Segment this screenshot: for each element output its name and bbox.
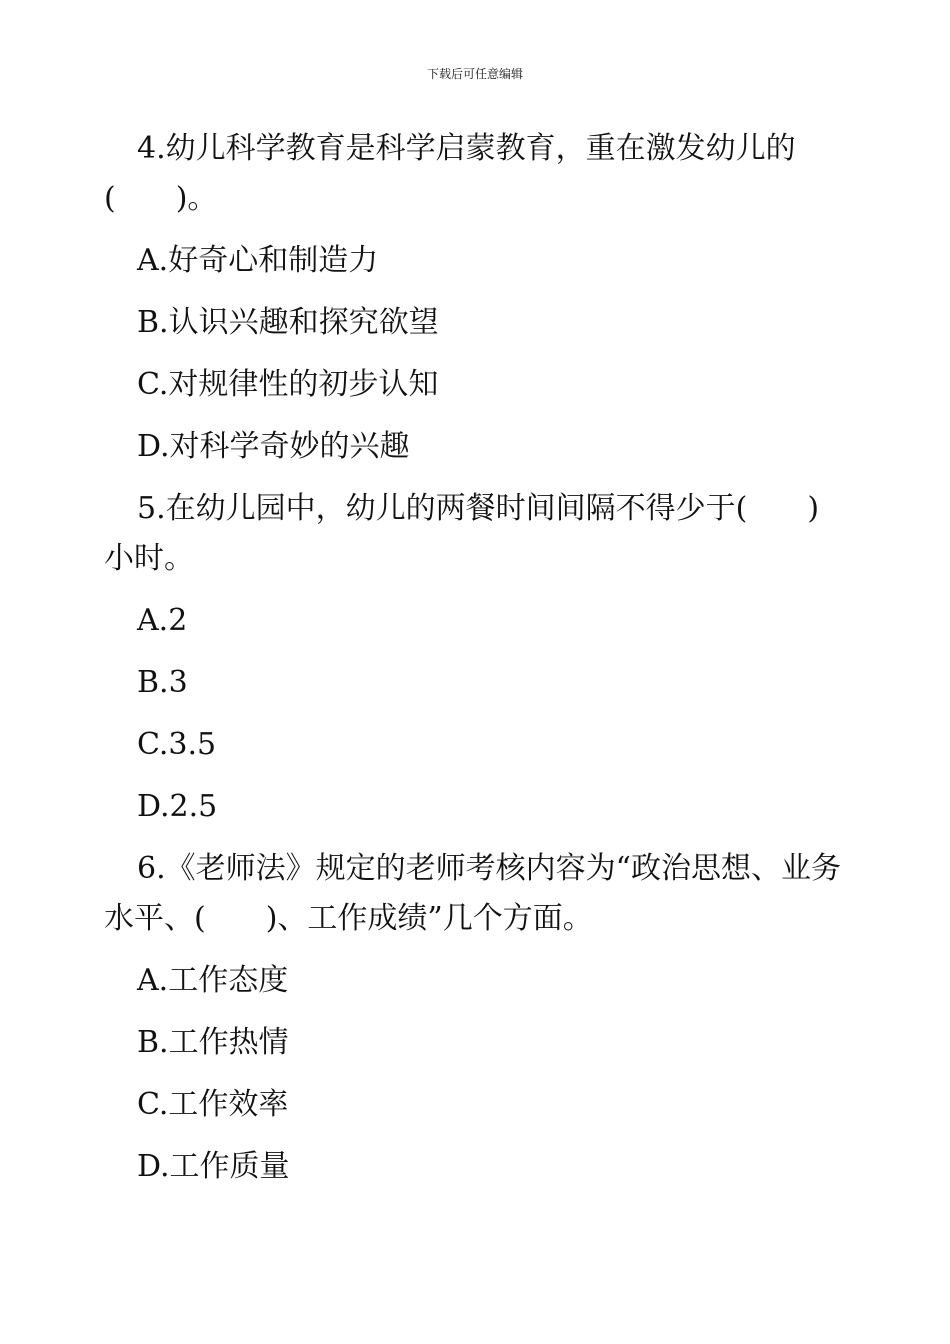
- question-6: [104, 844, 849, 1192]
- question-stem: 6.《老师法》规定的老师考核内容为“政治思想、业务水平、( )、工作成绩”几个方面。: [104, 851, 841, 936]
- question-4: [104, 124, 849, 472]
- question-stem: 4.幼儿科学教育是科学启蒙教育，重在激发幼儿的( )。: [104, 131, 796, 216]
- option-c: C.工作效率: [137, 1087, 289, 1122]
- option-c: C.3.5: [137, 727, 217, 762]
- question-stem: 5.在幼儿园中，幼儿的两餐时间间隔不得少于( )小时。: [104, 491, 820, 576]
- document-body: [104, 124, 849, 1204]
- question-5: [104, 484, 849, 832]
- option-d: D.工作质量: [137, 1149, 290, 1184]
- option-b: B.工作热情: [137, 1025, 289, 1060]
- page-header: 下载后可任意编辑: [426, 67, 523, 81]
- option-d: D.2.5: [137, 789, 218, 824]
- option-a: A.2: [137, 603, 188, 638]
- option-b: B.3: [137, 665, 188, 700]
- option-c: C.对规律性的初步认知: [137, 367, 439, 402]
- option-a: A.工作态度: [137, 963, 289, 998]
- option-b: B.认识兴趣和探究欲望: [137, 305, 439, 340]
- option-d: D.对科学奇妙的兴趣: [137, 429, 410, 464]
- option-a: A.好奇心和制造力: [137, 243, 379, 278]
